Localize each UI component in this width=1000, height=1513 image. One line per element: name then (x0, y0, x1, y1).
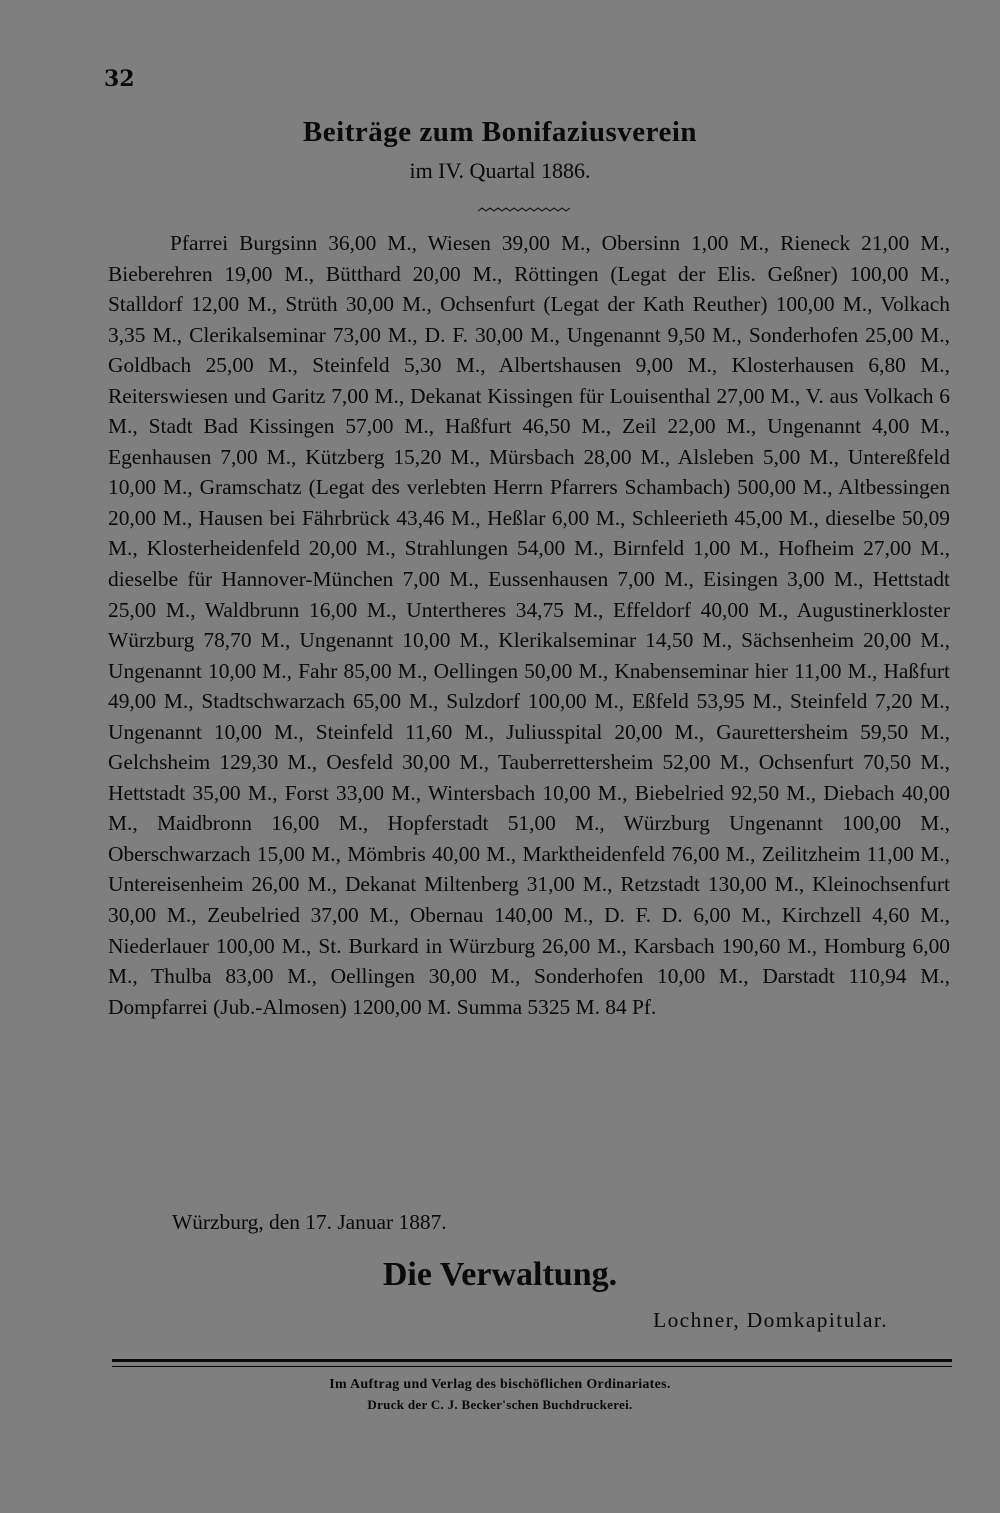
footer-rule-thick (112, 1359, 952, 1362)
dateline: Würzburg, den 17. Januar 1887. (172, 1210, 447, 1234)
page-subtitle: im IV. Quartal 1886. (409, 158, 591, 183)
imprint-printer: Druck der C. J. Becker'schen Buchdruckerei. (367, 1397, 633, 1412)
page-number: 32 (104, 66, 135, 92)
signature: Lochner, Domkapitular. (653, 1308, 888, 1332)
ornament-divider (478, 206, 570, 214)
imprint-publisher: Im Auftrag und Verlag des bischöflichen Ordinariates. (329, 1377, 671, 1392)
administration-heading: Die Verwaltung. (382, 1256, 618, 1293)
footer-rule-thin (112, 1366, 952, 1367)
page-title: Beiträge zum Bonifaziusverein (302, 116, 698, 148)
donation-list-paragraph: Pfarrei Burgsinn 36,00 M., Wiesen 39,00 M., Obersinn 1,00 M., Rieneck 21,00 M., Bieberehren 19,00 M., Bütthard 20,00 M., Röttingen (Legat der Elis. Geßner) 100,00 M., Stalldorf 12,00 M., Strüth 30,00 M., Ochsenfurt (Legat der Kath Reuther) 100,00 M., Volkach 3,35 M., Clerikalseminar 73,00 M., D. F. 30,00 M., Ungenannt 9,50 M., Sonderhofen 25,00 M., Goldbach 25,00 M., Steinfeld 5,30 M., Albertshausen 9,00 M., Klosterhausen 6,80 M., Reiterswiesen und Garitz 7,00 M., Dekanat Kissingen für Louisenthal 27,00 M., V. aus Volkach 6 M., Stadt Bad Kissingen 57,00 M., Haßfurt 46,50 M., Zeil 22,00 M., Ungenannt 4,00 M., Egenhausen 7,00 M., Kützberg 15,20 M., Mürsbach 28,00 M., Alsleben 5,00 M., Untereßfeld 10,00 M., Gramschatz (Legat des verlebten Herrn Pfarrers Schambach) 500,00 M., Altbessingen 20,00 M., Hausen bei Fährbrück 43,46 M., Heßlar 6,00 M., Schleerieth 45,00 M., dieselbe 50,09 M., Klosterheidenfeld 20,00 M., Strahlungen 54,00 M., Birnfeld 1,00 M., Hofheim 27,00 M., dieselbe für Hannover-München 7,00 M., Eussenhausen 7,00 M., Eisingen 3,00 M., Hettstadt 25,00 M., Waldbrunn 16,00 M., Untertheres 34,75 M., Effeldorf 40,00 M., Augustinerkloster Würzburg 78,70 M., Ungenannt 10,00 M., Klerikalseminar 14,50 M., Sächsenheim 20,00 M., Ungenannt 10,00 M., Fahr 85,00 M., Oellingen 50,00 M., Knabenseminar hier 11,00 M., Haßfurt 49,00 M., Stadtschwarzach 65,00 M., Sulzdorf 100,00 M., Eßfeld 53,95 M., Steinfeld 7,20 M., Ungenannt 10,00 M., Steinfeld 11,60 M., Juliusspital 20,00 M., Gaurettersheim 59,50 M., Gelchsheim 129,30 M., Oesfeld 30,00 M., Tauberrettersheim 52,00 M., Ochsenfurt 70,50 M., Hettstadt 35,00 M., Forst 33,00 M., Wintersbach 10,00 M., Biebelried 92,50 M., Diebach 40,00 M., Maidbronn 16,00 M., Hopferstadt 51,00 M., Würzburg Ungenannt 100,00 M., Oberschwarzach 15,00 M., Mömbris 40,00 M., Marktheidenfeld 76,00 M., Zeilitzheim 11,00 M., Untereisenheim 26,00 M., Dekanat Miltenberg 31,00 M., Retzstadt 130,00 M., Kleinochsenfurt 30,00 M., Zeubelried 37,00 M., Obernau 140,00 M., D. F. D. 6,00 M., Kirchzell 4,60 M., Niederlauer 100,00 M., St. Burkard in Würzburg 26,00 M., Karsbach 190,60 M., Homburg 6,00 M., Thulba 83,00 M., Oellingen 30,00 M., Sonderhofen 10,00 M., Darstadt 110,94 M., Dompfarrei (Jub.-Almosen) 1200,00 M. Summa 5325 M. 84 Pf. (108, 231, 950, 1019)
